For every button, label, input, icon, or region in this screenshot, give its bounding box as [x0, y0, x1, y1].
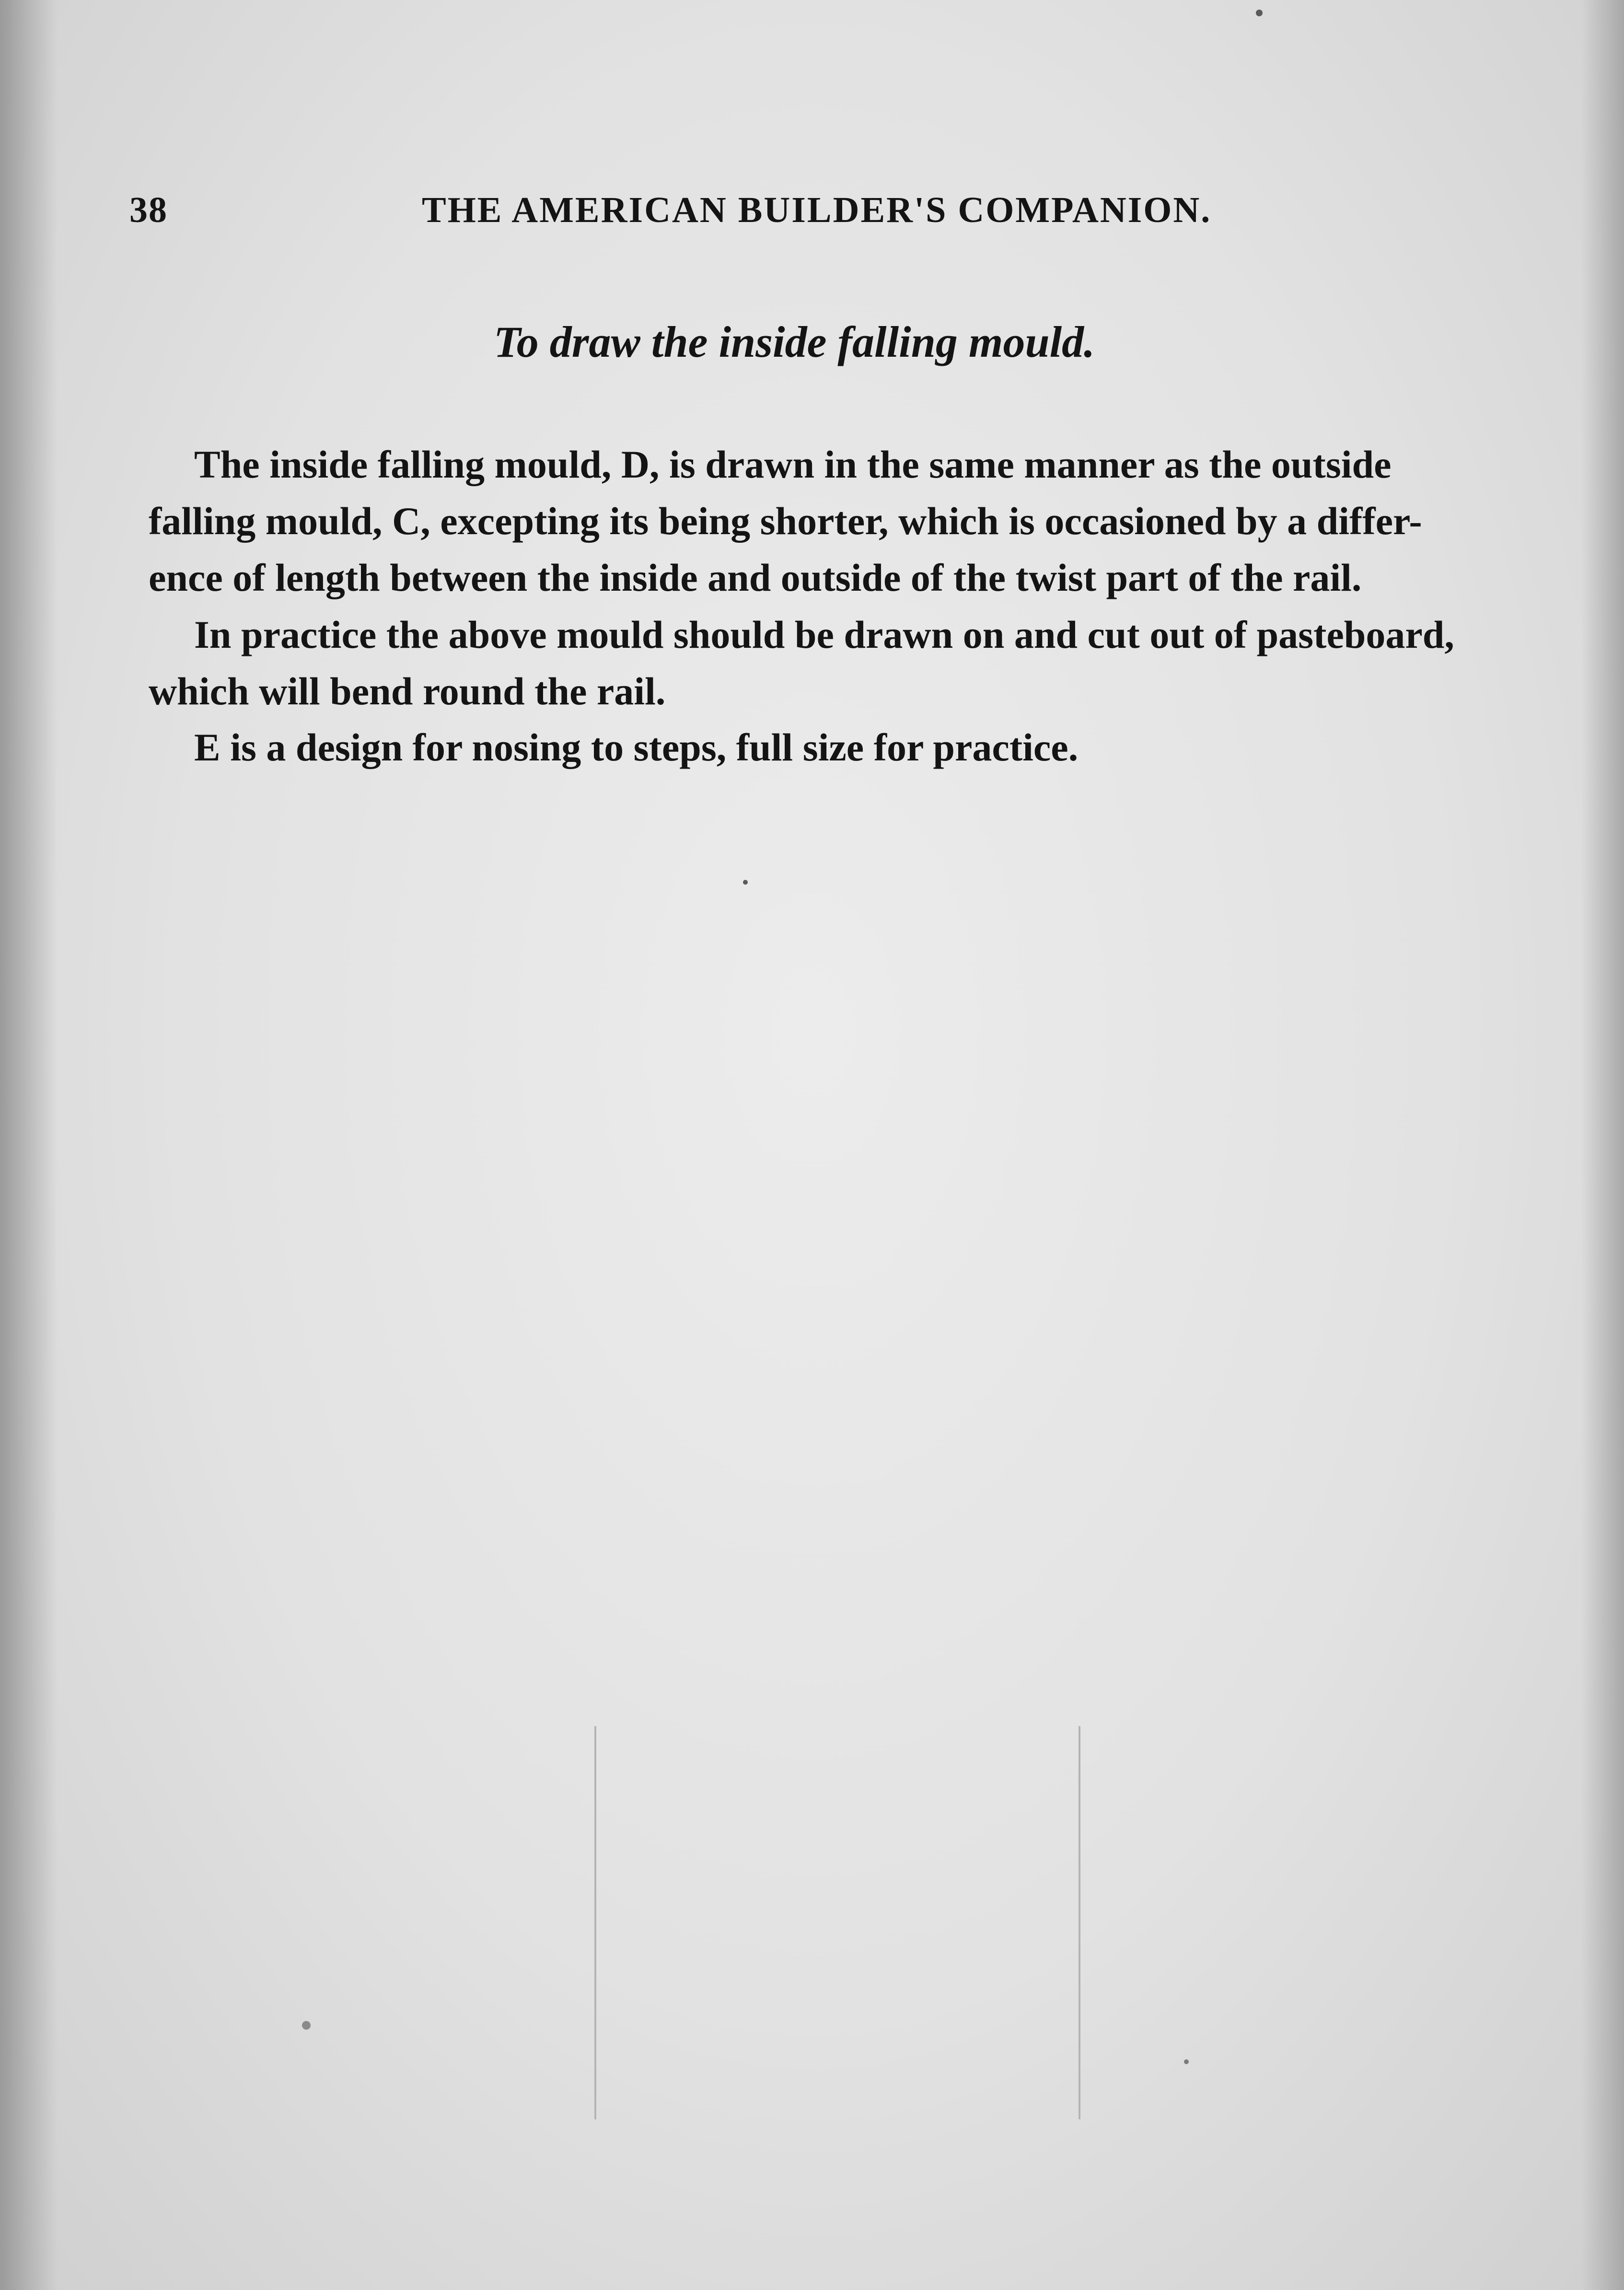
paragraph-nosing — [149, 719, 1539, 776]
page-number: 38 — [129, 190, 168, 230]
show-through-rule — [1079, 1726, 1080, 2119]
show-through-rule — [594, 1726, 596, 2119]
running-head: THE AMERICAN BUILDER'S COMPANION. — [422, 190, 1212, 230]
ink-speck — [1256, 10, 1263, 16]
paragraph-practice — [149, 607, 1539, 720]
text-line: The inside falling mould, D, is drawn in the same manner as the outside — [194, 443, 1392, 486]
page-header — [129, 189, 1265, 242]
text-line: ence of length between the inside and outside of the twist part of the rail. — [149, 556, 1362, 599]
page-edge-shadow-right — [1581, 0, 1624, 2290]
section-title: To draw the inside falling mould. — [494, 317, 1095, 366]
text-line: which will bend round the rail. — [149, 669, 666, 713]
ink-speck — [743, 880, 748, 885]
ink-speck — [1184, 2059, 1189, 2064]
text-line: falling mould, C, excepting its being shorter, which is occasioned by a differ- — [149, 499, 1422, 543]
ink-speck — [302, 2021, 311, 2030]
paragraph-inside-falling-mould — [149, 436, 1539, 606]
text-line: E is a design for nosing to steps, full size for practice. — [194, 725, 1079, 769]
text-line: In practice the above mould should be drawn on and cut out of pasteboard, — [194, 613, 1454, 656]
page-edge-shadow-left — [0, 0, 58, 2290]
